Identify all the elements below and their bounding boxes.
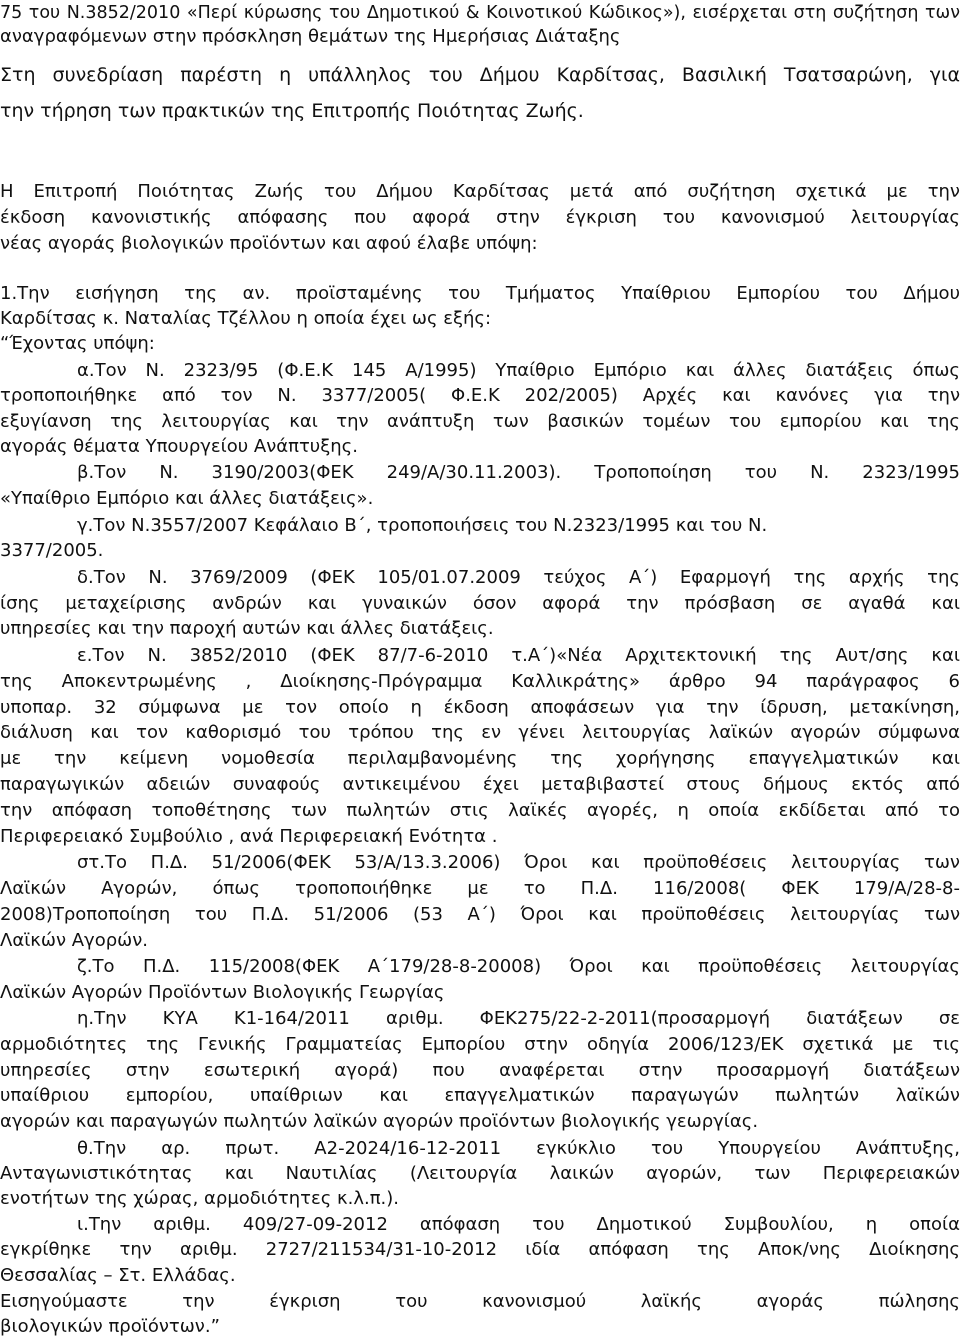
- body-line: ενοτήτων της χώρας, αρμοδιότητες κ.λ.π.).: [0, 1188, 400, 1209]
- body-line: Περιφερειακό Συμβούλιο , ανά Περιφερειακή Ενότητα .: [0, 826, 498, 847]
- body-line: εγκρίθηκε την αριθμ. 2727/211534/31-10-2012 ιδία απόφαση της Αποκ/νης Διοίκησης: [0, 1239, 960, 1260]
- intro-line: έκδοση κανονιστικής απόφασης που αφορά στην έγκριση του κανονισμού λειτουργίας: [0, 207, 960, 228]
- body-line: Ανταγωνιστικότητας και Ναυτιλίας (Λειτουργία λαικών αγορών, των Περιφερειακών: [0, 1163, 960, 1184]
- body-line: θ.Την αρ. πρωτ. Α2-2024/16-12-2011 εγκύκλιο του Υπουργείου Ανάπτυξης,: [77, 1138, 960, 1159]
- body-line: ζ.Το Π.Δ. 115/2008(ΦΕΚ Α΄179/28-8-20008) Όροι και προϋποθέσεις λειτουργίας: [77, 956, 960, 977]
- body-line: ε.Τον Ν. 3852/2010 (ΦΕΚ 87/7-6-2010 τ.Α΄)«Νέα Αρχιτεκτονική της Αυτ/σης και: [77, 645, 960, 666]
- body-line: αρμοδιότητες της Γενικής Γραμματείας Εμπορίου στην οδηγία 2006/123/ΕΚ σχετικά με τις: [0, 1034, 960, 1055]
- body-line: Εισηγούμαστε την έγκριση του κανονισμού λαϊκής αγοράς πώλησης: [0, 1291, 960, 1312]
- body-line: υπηρεσίες στην εσωτερική αγορά) που αναφέρεται στην προσαρμογή διατάξεων: [0, 1060, 960, 1081]
- body-line: διάλυση και τον καθορισμό του τρόπου της εν γένει λειτουργίας λαϊκών αγορών σύμφωνα: [0, 722, 960, 743]
- body-line: υποπαρ. 32 σύμφωνα με τον οποίο η έκδοση αποφάσεων για την ίδρυση, μετακίνηση,: [0, 697, 960, 718]
- body-line: α.Τον Ν. 2323/95 (Φ.Ε.Κ 145 Α/1995) Υπαίθριο Εμπόριο και άλλες διατάξεις όπως: [77, 360, 960, 381]
- body-line: την απόφαση τοποθέτησης των πωλητών στις λαϊκές αγορές, η οποία εκδίδεται από το: [0, 800, 960, 821]
- body-line: με την κείμενη νομοθεσία περιλαμβανομένης της χορήγησης επαγγελματικών και: [0, 748, 960, 769]
- body-line: εξυγίανση της λειτουργίας και την ανάπτυξη των βασικών τομέων του εμπορίου και της: [0, 411, 960, 432]
- body-line: «Υπαίθριο Εμπόριο και άλλες διατάξεις».: [0, 488, 374, 509]
- body-line: β.Τον Ν. 3190/2003(ΦΕΚ 249/Α/30.11.2003). Τροποποίηση του Ν. 2323/1995: [77, 462, 960, 483]
- body-line: βιολογικών προϊόντων.”: [0, 1316, 220, 1337]
- body-line: υπηρεσίες και την παροχή αυτών και άλλες διατάξεις.: [0, 618, 494, 639]
- body-line: γ.Τον Ν.3557/2007 Κεφάλαιο Β΄, τροποποιήσεις του Ν.2323/1995 και του Ν.: [77, 515, 768, 536]
- body-line: παραγωγικών αδειών συναφούς αντικειμένου έχει μεταβιβαστεί στους δήμους εκτός από: [0, 774, 960, 795]
- header-line: την τήρηση των πρακτικών της Επιτροπής Ποιότητας Ζωής.: [0, 100, 584, 122]
- body-line: η.Την ΚΥΑ Κ1-164/2011 αριθμ. ΦΕΚ275/22-2-2011(προσαρμογή διατάξεων σε: [77, 1008, 960, 1029]
- body-line: Λαϊκών Αγορών Προϊόντων Βιολογικής Γεωργίας: [0, 982, 445, 1003]
- body-line: 1.Την εισήγηση της αν. προϊσταμένης του Τμήματος Υπαίθριου Εμπορίου του Δήμου: [0, 283, 960, 304]
- body-line: 2008)Τροποποίηση του Π.Δ. 51/2006 (53 Α΄) Όροι και προϋποθέσεις λειτουργίας των: [0, 904, 960, 925]
- body-line: στ.Το Π.Δ. 51/2006(ΦΕΚ 53/Α/13.3.2006) Όροι και προϋποθέσεις λειτουργίας των: [77, 852, 960, 873]
- intro-line: νέας αγοράς βιολογικών προϊόντων και αφού έλαβε υπόψη:: [0, 233, 538, 254]
- body-line: 3377/2005.: [0, 540, 104, 561]
- body-line: Καρδίτσας κ. Ναταλίας Τζέλλου η οποία έχει ως εξής:: [0, 308, 492, 329]
- body-line: της Αποκεντρωμένης , Διοίκησης-Πρόγραμμα Καλλικράτης» άρθρο 94 παράγραφος 6: [0, 671, 960, 692]
- body-line: ίσης μεταχείρισης ανδρών και γυναικών όσον αφορά την πρόσβαση σε αγαθά και: [0, 593, 960, 614]
- body-line: υπαίθριου εμπορίου, υπαίθριων και επαγγελματικών παραγωγών πωλητών λαϊκών: [0, 1085, 960, 1106]
- body-line: Λαϊκών Αγορών.: [0, 930, 148, 951]
- body-line: τροποποιήθηκε από τον Ν. 3377/2005( Φ.Ε.Κ 202/2005) Αρχές και κανόνες για την: [0, 385, 960, 406]
- header-line: 75 του Ν.3852/2010 «Περί κύρωσης του Δημοτικού & Κοινοτικού Κώδικος»), εισέρχεται στη συζήτηση των: [0, 3, 960, 23]
- body-line: Λαϊκών Αγορών, όπως τροποποιήθηκε με το Π.Δ. 116/2008( ΦΕΚ 179/Α/28-8-: [0, 878, 960, 899]
- body-line: ι.Την αριθμ. 409/27-09-2012 απόφαση του Δημοτικού Συμβουλίου, η οποία: [77, 1214, 960, 1235]
- body-line: αγορών και παραγωγών πωλητών λαϊκών αγορών προϊόντων βιολογικής γεωργίας.: [0, 1111, 759, 1132]
- body-line: “Έχοντας υπόψη:: [0, 333, 155, 354]
- body-line: δ.Τον Ν. 3769/2009 (ΦΕΚ 105/01.07.2009 τεύχος Α΄) Εφαρμογή της αρχής της: [77, 567, 960, 588]
- header-line: Στη συνεδρίαση παρέστη η υπάλληλος του Δήμου Καρδίτσας, Βασιλική Τσατσαρώνη, για: [0, 64, 960, 86]
- body-line: Θεσσαλίας – Στ. Ελλάδας.: [0, 1265, 236, 1286]
- header-line: αναγραφόμενων στην πρόσκληση θεμάτων της Ημερήσιας Διάταξης: [0, 26, 621, 47]
- body-line: αγοράς θέματα Υπουργείου Ανάπτυξης.: [0, 436, 358, 457]
- intro-line: Η Επιτροπή Ποιότητας Ζωής του Δήμου Καρδίτσας μετά από συζήτηση σχετικά με την: [0, 181, 960, 202]
